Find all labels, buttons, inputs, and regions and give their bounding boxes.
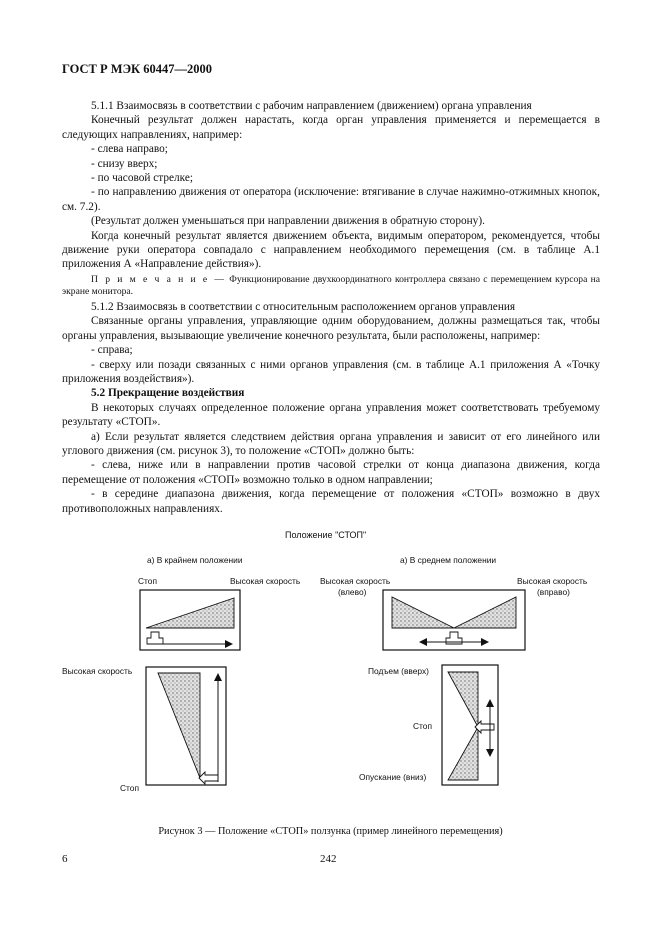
middle-stop-label: Стоп: [413, 721, 432, 731]
figure-title: Положение "СТОП": [285, 530, 367, 540]
speed-wedge: [158, 673, 200, 778]
figure-3: [0, 520, 661, 820]
standard-header: ГОСТ Р МЭК 60447—2000: [62, 62, 212, 76]
section-5-1-2-title: 5.1.2 Взаимосвязь в соответствии с относительным расположением органов управления: [91, 300, 516, 313]
section-5-1-1-reverse: (Результат должен уменьшаться при направлении движения в обратную сторону).: [91, 215, 485, 228]
left-heading: а) В крайнем положении: [147, 555, 243, 565]
figure-caption: Рисунок 3 — Положение «СТОП» ползунка (пример линейного перемещения): [158, 826, 503, 837]
stop-label: Стоп: [138, 576, 157, 586]
speed-wedge-bottom: [448, 727, 478, 780]
section-5-1-1-paragraph: Конечный результат должен нарастать, когда орган управления применяется и перемещается в следующих направлениях, например:: [62, 114, 600, 141]
speed-wedge-right: [454, 597, 516, 628]
middle-horizontal-diagram: [383, 590, 525, 650]
section-5-1-2-paragraph: Связанные органы управления, управляющие одним оборудованием, должны размещаться так, чтобы органы управления, вызывающие увеличение конечного результата, были расположены, например:: [62, 315, 600, 342]
list-item: - слева, ниже или в направлении против часовой стрелки от конца диапазона движения, когда перемещение от положения «СТОП» возможно только в одном направлении;: [62, 459, 600, 486]
list-item: - сверху или позади связанных с ними органов управления (см. в таблице А.1 приложения А «Точку приложения воздействия»).: [62, 358, 600, 385]
stop-left-arrow-icon: [199, 772, 218, 784]
right-paren-label: (вправо): [537, 587, 570, 597]
stop-up-arrow-icon: [147, 632, 163, 644]
right-heading: а) В среднем положении: [400, 555, 497, 565]
high-speed-label: Высокая скорость: [230, 576, 301, 586]
note-label: П р и м е ч а н и е —: [91, 273, 226, 285]
section-5-1-1-recommendation: Когда конечный результат является движением объекта, видимым оператором, рекомендуется, чтобы движение руки оператора совпадало с направлением необходимого перемещения (см. в таблице А.1 приложения А «Направление действия»).: [62, 229, 600, 271]
speed-wedge-top: [448, 672, 478, 727]
body-text: [62, 99, 600, 516]
list-item: - по часовой стрелке;: [91, 172, 193, 185]
page-number-center: 242: [320, 853, 337, 865]
note: [62, 274, 600, 298]
extreme-vertical-diagram: [146, 667, 226, 785]
section-5-2-item-a: а) Если результат является следствием действия органа управления и зависит от его линейного или углового движения (см. рисунок 3), то положение «СТОП» должно быть:: [62, 430, 600, 457]
list-item: - в середине диапазона движения, когда перемещение от положения «СТОП» возможно в двух противоположных направлениях.: [62, 488, 600, 515]
extreme-horizontal-diagram: [140, 590, 240, 650]
lower-left-high-speed-label: Высокая скорость: [62, 666, 133, 676]
section-5-1-1-title: 5.1.1 Взаимосвязь в соответствии с рабочим направлением (движением) органа управления: [91, 100, 532, 112]
lift-label: Подъем (вверх): [368, 666, 429, 676]
list-item: - слева направо;: [91, 143, 168, 156]
list-item: - снизу вверх;: [91, 157, 158, 170]
high-speed-right-label: Высокая скорость: [517, 576, 588, 586]
speed-wedge-left: [392, 597, 454, 628]
speed-wedge: [146, 598, 234, 628]
list-item: - по направлению движения от оператора (исключение: втягивание в случае нажимно-отжимных кнопок, см. 7.2).: [62, 186, 600, 213]
middle-vertical-diagram: [442, 665, 498, 785]
high-speed-left-label: Высокая скорость: [320, 576, 391, 586]
lower-left-stop-label: Стоп: [120, 783, 139, 793]
section-5-2-title: 5.2 Прекращение воздействия: [91, 387, 245, 400]
list-item: - справа;: [91, 344, 133, 357]
lower-label: Опускание (вниз): [359, 772, 427, 782]
note-text: Функционирование двухкоординатного контроллера связано с перемещением курсора на экране монитора.: [62, 273, 600, 297]
section-5-2-paragraph: В некоторых случаях определенное положение органа управления может соответствовать требуемому результату «СТОП».: [62, 401, 600, 429]
left-paren-label: (влево): [338, 587, 367, 597]
page-number-left: 6: [62, 853, 68, 865]
